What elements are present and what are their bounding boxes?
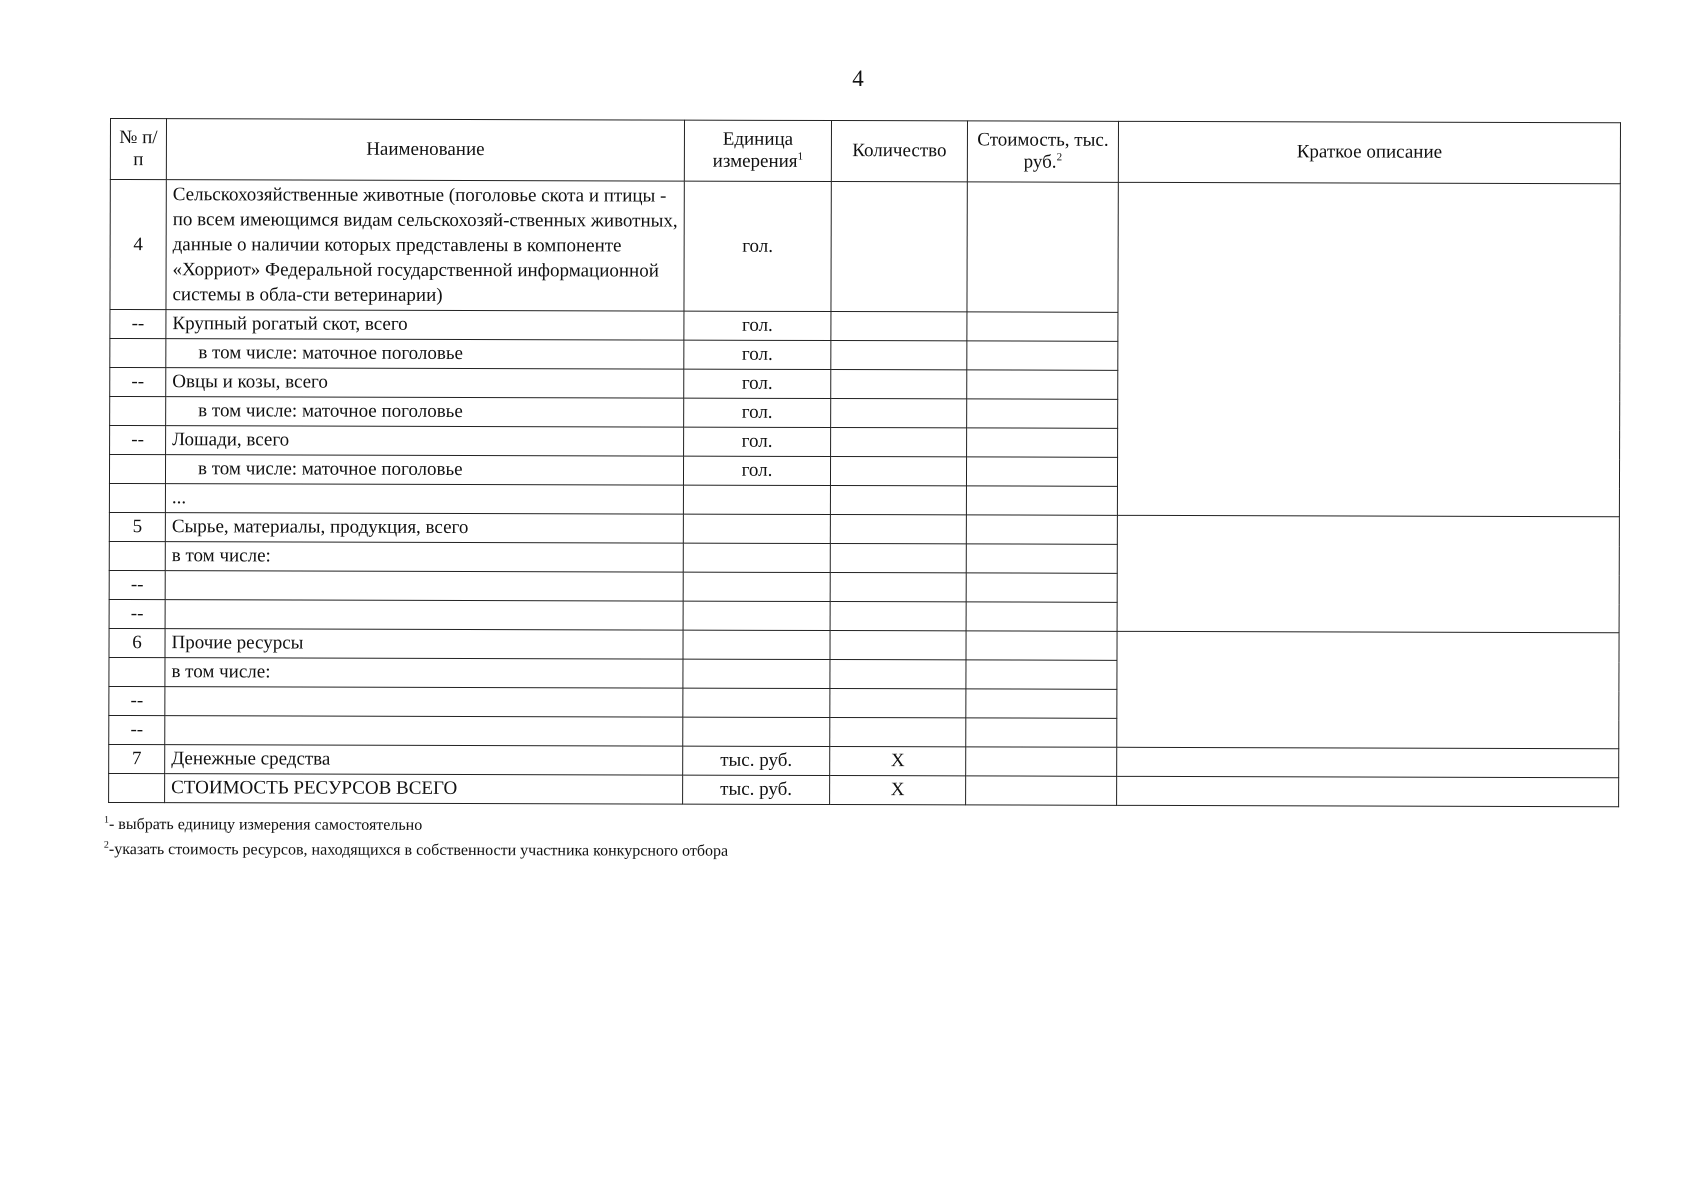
row-name: Лошади, всего: [166, 426, 684, 456]
row-unit: гол.: [683, 456, 830, 485]
row-qty: [830, 515, 966, 544]
desc-cell-total: [1117, 776, 1619, 806]
row-cost: [966, 776, 1117, 805]
row-num: [109, 657, 165, 686]
desc-cell-section-4: [1117, 182, 1620, 516]
row-num: [110, 339, 166, 368]
row-cost: [967, 182, 1118, 312]
header-cost: Стоимость, тыс. руб.$^2$: [967, 121, 1118, 182]
footnote-text: - выбрать единицу измерения самостоятельно: [108, 816, 423, 834]
row-unit: [683, 688, 830, 717]
row-qty: Х: [830, 747, 966, 776]
footnote-2: [104, 837, 728, 864]
row-name: Крупный рогатый скот, всего: [166, 310, 684, 340]
table-header-row: [110, 119, 1620, 184]
row-unit: [683, 717, 830, 746]
row-qty: [831, 182, 967, 312]
row-unit: тыс. руб.: [683, 775, 830, 804]
row-num: --: [109, 599, 165, 628]
row-cost: [967, 370, 1118, 399]
row-num: [109, 455, 165, 484]
header-qty: Количество: [831, 121, 967, 182]
footnote-text: -указать стоимость ресурсов, находящихся в собственности участника конкурсного отбора: [108, 841, 729, 860]
row-cost: [966, 544, 1117, 573]
row-unit: [683, 572, 830, 601]
row-num: --: [109, 686, 165, 715]
row-qty: [830, 544, 966, 573]
row-unit: гол.: [684, 340, 831, 369]
row-num: [109, 483, 165, 512]
row-unit: [683, 485, 830, 514]
table-row-total: [109, 773, 1619, 806]
row-name: Сырье, материалы, продукция, всего: [165, 513, 683, 543]
row-num: 5: [109, 512, 165, 541]
desc-cell-section-6: [1117, 631, 1619, 748]
row-cost: [966, 689, 1117, 718]
row-num: --: [110, 426, 166, 455]
row-cost: [966, 486, 1117, 515]
row-num: --: [110, 310, 166, 339]
row-name: в том числе: маточное поголовье: [166, 339, 684, 369]
row-qty: [830, 573, 966, 602]
row-qty: [831, 312, 967, 341]
row-cost: [966, 602, 1117, 631]
row-qty: [830, 602, 966, 631]
row-unit: [683, 514, 830, 543]
row-num: 6: [109, 628, 165, 657]
desc-cell-section-5: [1117, 515, 1619, 632]
footnote-mark: 1: [103, 814, 109, 826]
row-num: [109, 541, 165, 570]
header-desc: Краткое описание: [1118, 121, 1620, 183]
row-qty: [831, 428, 967, 457]
row-name: Денежные средства: [165, 745, 683, 775]
resources-table: [108, 118, 1621, 807]
row-unit: [683, 601, 830, 630]
row-cost: [966, 747, 1117, 776]
row-name: [165, 600, 683, 630]
row-name: в том числе: маточное поголовье: [166, 397, 684, 427]
footnote-mark: 2: [103, 839, 109, 851]
row-unit: гол.: [684, 427, 831, 456]
row-qty: [830, 718, 966, 747]
row-cost: [966, 631, 1117, 660]
footnote-ref-1: 1: [797, 150, 804, 163]
header-unit: Единица измерения$^1$: [684, 120, 831, 181]
row-cost: [966, 660, 1117, 689]
row-unit: гол.: [684, 398, 831, 427]
row-num: --: [109, 715, 165, 744]
row-name: в том числе:: [165, 542, 683, 572]
row-num: --: [110, 368, 166, 397]
table-row: [109, 744, 1619, 777]
row-unit: гол.: [684, 181, 831, 311]
row-qty: [831, 341, 967, 370]
table-row: [109, 628, 1619, 661]
row-unit: [683, 630, 830, 659]
row-cost: [966, 718, 1117, 747]
row-name: [165, 716, 683, 746]
row-cost: [967, 428, 1118, 457]
row-unit: тыс. руб.: [683, 746, 830, 775]
desc-cell-section-7: [1117, 747, 1619, 777]
footnote-1: [104, 812, 728, 839]
row-cost: [967, 341, 1118, 370]
row-name: Прочие ресурсы: [165, 629, 683, 659]
row-unit: гол.: [684, 369, 831, 398]
row-num: --: [109, 570, 165, 599]
table-row: [110, 180, 1620, 314]
row-num: 4: [110, 180, 166, 310]
row-unit: [683, 543, 830, 572]
row-name: в том числе:: [165, 658, 683, 688]
row-name: СТОИМОСТЬ РЕСУРСОВ ВСЕГО: [165, 774, 683, 804]
row-cost: [967, 312, 1118, 341]
row-qty: [830, 631, 966, 660]
row-unit: гол.: [684, 311, 831, 340]
row-name: [165, 571, 683, 601]
row-name: ...: [165, 484, 683, 514]
row-qty: Х: [830, 776, 966, 805]
row-qty: [831, 399, 967, 428]
row-unit: [683, 659, 830, 688]
row-cost: [966, 457, 1117, 486]
row-cost: [967, 399, 1118, 428]
row-name: Сельскохозяйственные животные (поголовье скота и птицы - по всем имеющимся видам сельскохозяй-ственных животных, данные о наличии которых представлены в компоненте «Хорриот» Федеральной государственной информационной системы в обла-сти ветеринарии): [166, 180, 684, 311]
row-cost: [966, 515, 1117, 544]
page-number: 4: [852, 66, 864, 91]
row-name: [165, 687, 683, 717]
footnote-ref-2: 2: [1056, 151, 1063, 164]
row-num: 7: [109, 744, 165, 773]
table-row: [109, 512, 1619, 545]
row-name: Овцы и козы, всего: [166, 368, 684, 398]
header-name: Наименование: [166, 119, 684, 181]
row-name: в том числе: маточное поголовье: [165, 455, 683, 485]
row-qty: [830, 457, 966, 486]
row-num: [109, 773, 165, 802]
row-qty: [830, 689, 966, 718]
header-num: № п/п: [110, 119, 166, 180]
row-num: [110, 397, 166, 426]
footnotes: [104, 812, 728, 864]
row-qty: [830, 486, 966, 515]
row-cost: [966, 573, 1117, 602]
row-qty: [831, 370, 967, 399]
row-qty: [830, 660, 966, 689]
